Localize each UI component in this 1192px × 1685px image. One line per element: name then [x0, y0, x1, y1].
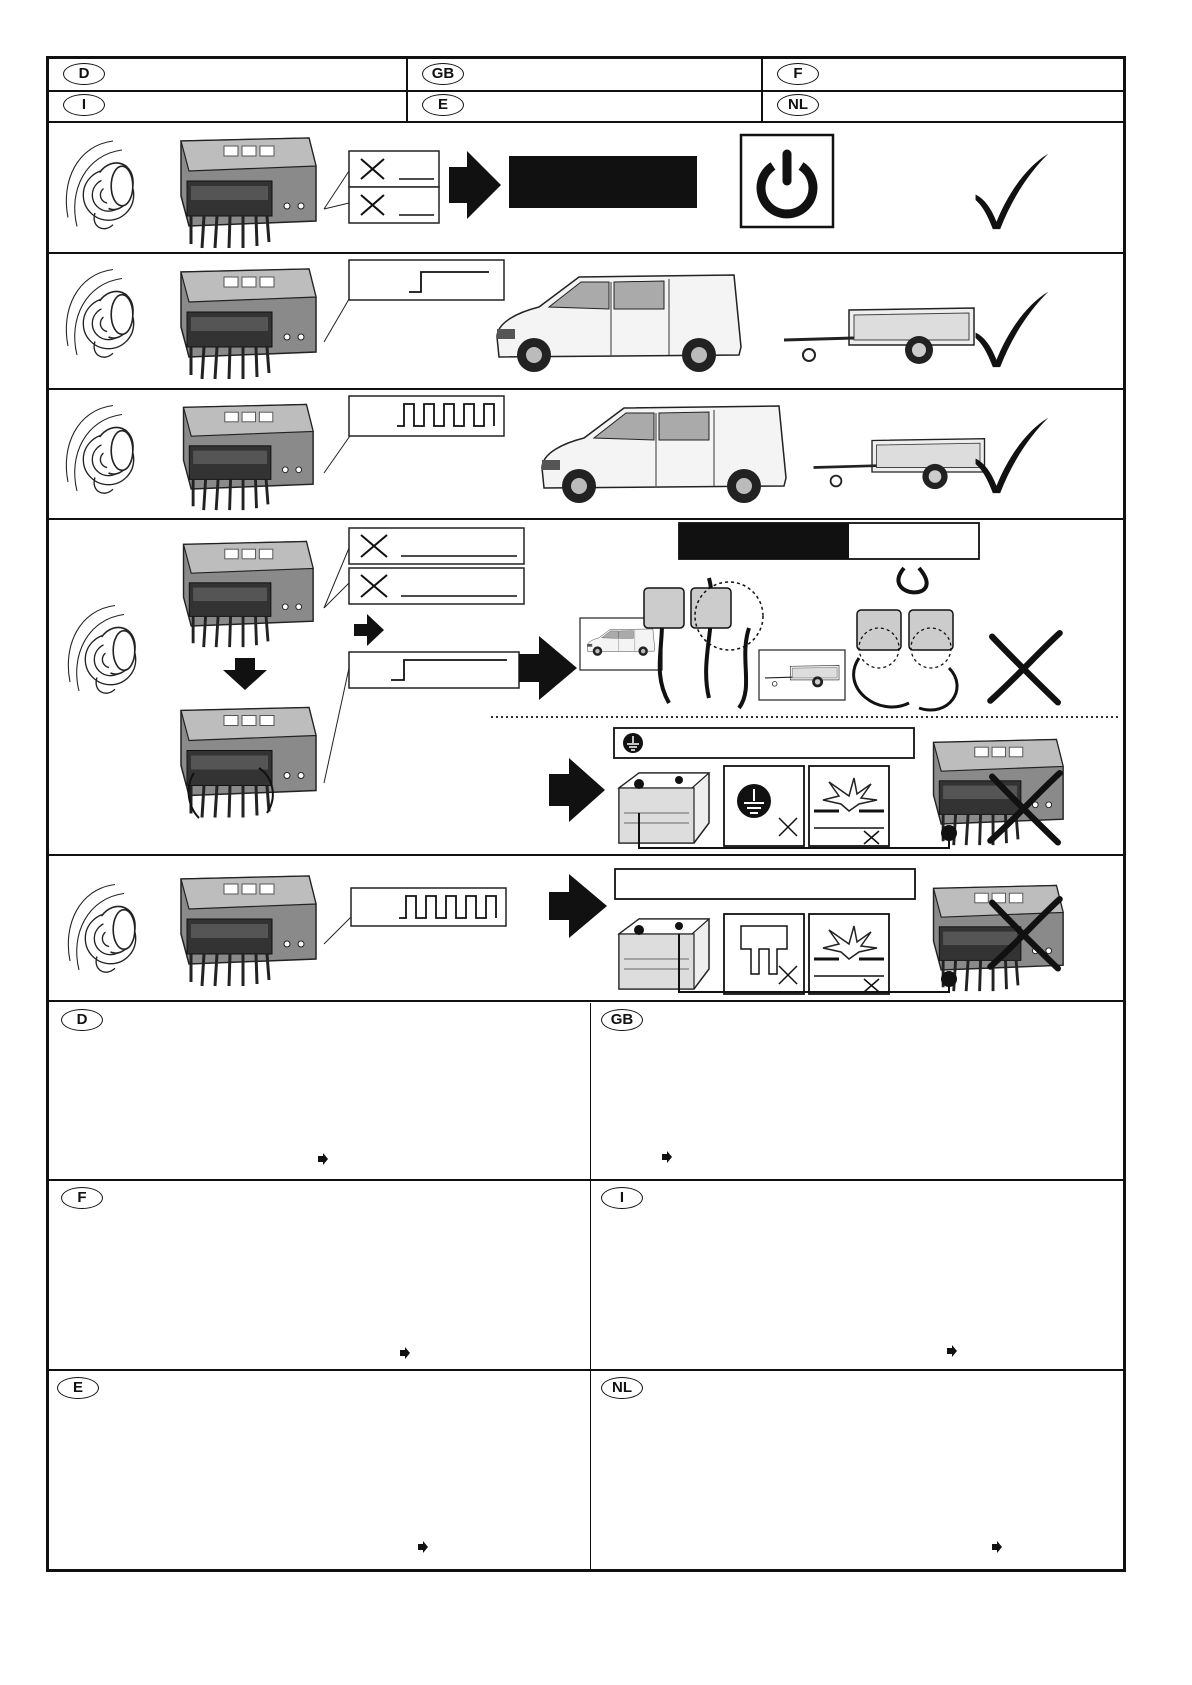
step-4-panel — [49, 518, 1123, 856]
lang-badge: NL — [601, 1377, 643, 1399]
lang-badge: E — [422, 94, 464, 116]
language-header-row-2 — [49, 90, 1123, 123]
lang-cell-d — [49, 59, 408, 90]
lang-badge: E — [57, 1377, 99, 1399]
lang-badge: D — [63, 63, 105, 85]
step-5-figure — [49, 854, 1123, 1000]
continue-arrow-icon — [417, 1541, 429, 1553]
text-panel-gb — [591, 1003, 1123, 1181]
text-panel-i — [591, 1181, 1123, 1371]
lang-cell-nl — [763, 90, 1123, 121]
lang-cell-f — [763, 59, 1123, 90]
step-1-panel — [49, 121, 1123, 254]
continue-arrow-icon — [661, 1151, 673, 1163]
lang-badge: NL — [777, 94, 819, 116]
lang-cell-i — [49, 90, 408, 121]
lang-badge: I — [63, 94, 105, 116]
lang-badge: GB — [601, 1009, 643, 1031]
step-2-figure — [49, 252, 1123, 388]
continue-arrow-icon — [991, 1541, 1003, 1553]
instruction-sheet — [46, 56, 1126, 1572]
step-5-panel — [49, 854, 1123, 1002]
continue-arrow-icon — [946, 1345, 958, 1357]
step-3-figure — [49, 388, 1123, 518]
step-1-figure — [49, 121, 1123, 252]
text-panel-nl — [591, 1371, 1123, 1569]
text-panel-f — [49, 1181, 591, 1371]
text-panel-d — [49, 1003, 591, 1181]
text-panel-e — [49, 1371, 591, 1569]
step-3-panel — [49, 388, 1123, 520]
lang-cell-gb — [408, 59, 763, 90]
lang-cell-e — [408, 90, 763, 121]
language-header-row-1 — [49, 59, 1123, 92]
continue-arrow-icon — [399, 1347, 411, 1359]
text-panels — [49, 1003, 1123, 1569]
lang-badge: F — [777, 63, 819, 85]
continue-arrow-icon — [317, 1153, 329, 1165]
step-4-figure — [49, 518, 1123, 854]
step-2-panel — [49, 252, 1123, 390]
lang-badge: F — [61, 1187, 103, 1209]
lang-badge: I — [601, 1187, 643, 1209]
lang-badge: D — [61, 1009, 103, 1031]
lang-badge: GB — [422, 63, 464, 85]
